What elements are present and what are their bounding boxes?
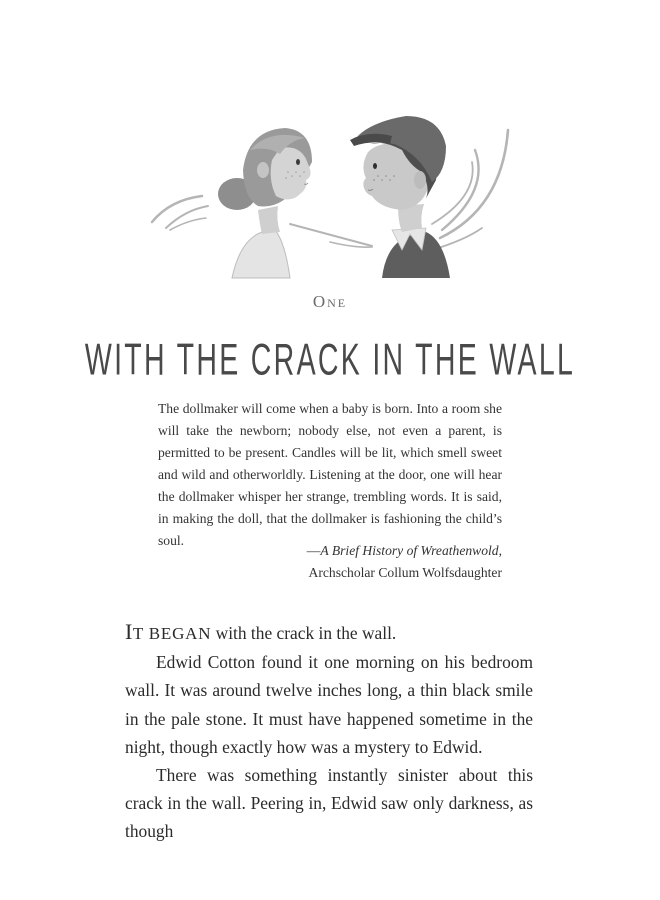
epigraph-attribution: [158, 540, 502, 584]
source-comma: ,: [498, 543, 502, 558]
epigraph: [158, 398, 502, 552]
lead-cap: I: [125, 619, 133, 644]
epigraph-author: Archscholar Collum Wolfsdaughter: [308, 565, 502, 580]
body-paragraph: There was something instantly sinister about this crack in the wall. Peering in, Edwid saw only darkness, as though: [125, 765, 533, 842]
body-paragraph: Edwid Cotton found it one morning on his bedroom wall. It was around twelve inches long, a thin black smile in the pale stone. It must have happened sometime in the night, though exactly how was a mystery to Edwid.: [125, 652, 533, 757]
children-illustration-icon: [140, 110, 520, 285]
epigraph-text: The dollmaker will come when a baby is born. Into a room she will take the newborn; nobody else, not even a parent, is permitted to be present. Candles will be lit, which smell sweet and wild and otherworldly. Listening at the door, one will hear the dollmaker whisper her strange, trembling words. It is said, in making the doll, that the dollmaker is fashioning the child’s soul.: [158, 401, 502, 548]
source-dash: —: [306, 543, 321, 558]
source-title: A Brief History of Wreathenwold: [320, 543, 499, 558]
chapter-body: [125, 618, 533, 846]
epigraph-source: [158, 540, 502, 562]
opening-text: with the crack in the wall.: [211, 623, 397, 643]
chapter-number: One: [312, 292, 348, 311]
chapter-title: WITH THE CRACK IN THE WALL: [84, 334, 576, 385]
chapter-illustration: [140, 110, 520, 285]
opening-paragraph: [125, 618, 533, 648]
lead-in: [125, 619, 211, 644]
lead-smallcaps: T BEGAN: [132, 624, 212, 643]
